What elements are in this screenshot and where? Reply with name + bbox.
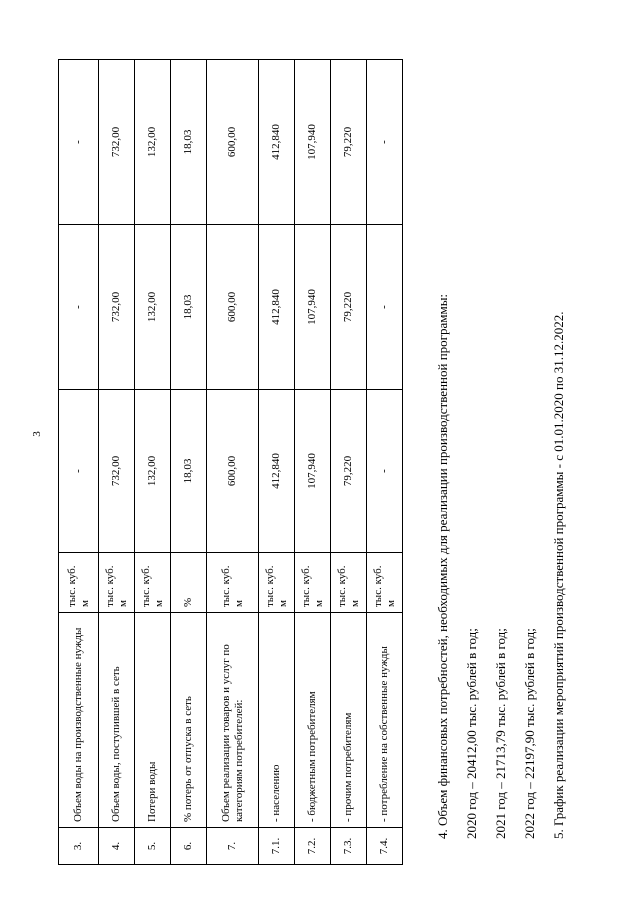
unit-cell: тыс. куб. м	[135, 553, 171, 613]
value-2022-cell: 132,00	[135, 60, 171, 225]
row-number-cell: 6.	[171, 828, 207, 865]
row-number-cell: 7.1.	[259, 828, 295, 865]
table-row	[331, 60, 367, 865]
row-number-cell: 7.2.	[295, 828, 331, 865]
indicator-name-cell: - прочим потребителям	[331, 613, 367, 828]
table-row	[207, 60, 259, 865]
unit-cell: тыс. куб. м	[259, 553, 295, 613]
production-program-table	[58, 59, 403, 865]
indicator-name-cell: % потерь от отпуска в сеть	[171, 613, 207, 828]
section-4-heading: 4. Объем финансовых потребностей, необходимых для реализации производственной программы:	[435, 293, 450, 839]
value-2020-cell: 107,940	[295, 390, 331, 553]
value-2020-cell: -	[367, 390, 403, 553]
value-2022-cell: -	[367, 60, 403, 225]
finance-line: 2022 год – 22197,90 тыс. рублей в год;	[522, 628, 537, 839]
table-row	[259, 60, 295, 865]
value-2020-cell: 412,840	[259, 390, 295, 553]
row-number-cell: 7.	[207, 828, 259, 865]
table-row	[295, 60, 331, 865]
value-2020-cell: 732,00	[99, 390, 135, 553]
value-2021-cell: 412,840	[259, 225, 295, 390]
row-number-cell: 4.	[99, 828, 135, 865]
row-number-cell: 3.	[59, 828, 99, 865]
value-2022-cell: 18,03	[171, 60, 207, 225]
finance-line: 2020 год – 20412,00 тыс. рублей в год;	[464, 628, 479, 839]
table-row	[171, 60, 207, 865]
page-number: 3	[30, 431, 43, 437]
value-2021-cell: 132,00	[135, 225, 171, 390]
unit-cell: тыс. куб. м	[99, 553, 135, 613]
unit-cell: тыс. куб. м	[367, 553, 403, 613]
value-2020-cell: 18,03	[171, 390, 207, 553]
rotated-page-content	[40, 25, 600, 865]
value-2021-cell: 18,03	[171, 225, 207, 390]
row-number-cell: 7.3.	[331, 828, 367, 865]
unit-cell: тыс. куб. м	[331, 553, 367, 613]
value-2022-cell: -	[59, 60, 99, 225]
unit-cell: тыс. куб. м	[59, 553, 99, 613]
value-2020-cell: 132,00	[135, 390, 171, 553]
table-row	[367, 60, 403, 865]
table-row	[135, 60, 171, 865]
indicator-name-cell: - потребление на собственные нужды	[367, 613, 403, 828]
value-2021-cell: 107,940	[295, 225, 331, 390]
value-2022-cell: 412,840	[259, 60, 295, 225]
value-2020-cell: 600,00	[207, 390, 259, 553]
value-2022-cell: 107,940	[295, 60, 331, 225]
indicator-name-cell: Объем воды, поступившей в сеть	[99, 613, 135, 828]
value-2021-cell: -	[367, 225, 403, 390]
table-row	[59, 60, 99, 865]
value-2022-cell: 600,00	[207, 60, 259, 225]
financial-section	[428, 45, 573, 865]
indicator-name-cell: - бюджетным потребителям	[295, 613, 331, 828]
indicator-name-cell: Потери воды	[135, 613, 171, 828]
value-2021-cell: 79,220	[331, 225, 367, 390]
value-2022-cell: 79,220	[331, 60, 367, 225]
indicator-name-cell: Объем воды на производственные нужды	[59, 613, 99, 828]
value-2020-cell: 79,220	[331, 390, 367, 553]
row-number-cell: 7.4.	[367, 828, 403, 865]
value-2021-cell: 732,00	[99, 225, 135, 390]
value-2020-cell: -	[59, 390, 99, 553]
value-2022-cell: 732,00	[99, 60, 135, 225]
unit-cell: тыс. куб. м	[207, 553, 259, 613]
unit-cell: тыс. куб. м	[295, 553, 331, 613]
value-2021-cell: 600,00	[207, 225, 259, 390]
finance-line: 2021 год – 21713,79 тыс. рублей в год;	[493, 628, 508, 839]
indicator-name-cell: Объем реализации товаров и услуг по категориям потребителей:	[207, 613, 259, 828]
indicator-name-cell: - населению	[259, 613, 295, 828]
table-row	[99, 60, 135, 865]
section-5-heading: 5. График реализации мероприятий производственной программы - с 01.01.2020 по 31.12.2022.	[551, 311, 566, 839]
row-number-cell: 5.	[135, 828, 171, 865]
value-2021-cell: -	[59, 225, 99, 390]
unit-cell: %	[171, 553, 207, 613]
